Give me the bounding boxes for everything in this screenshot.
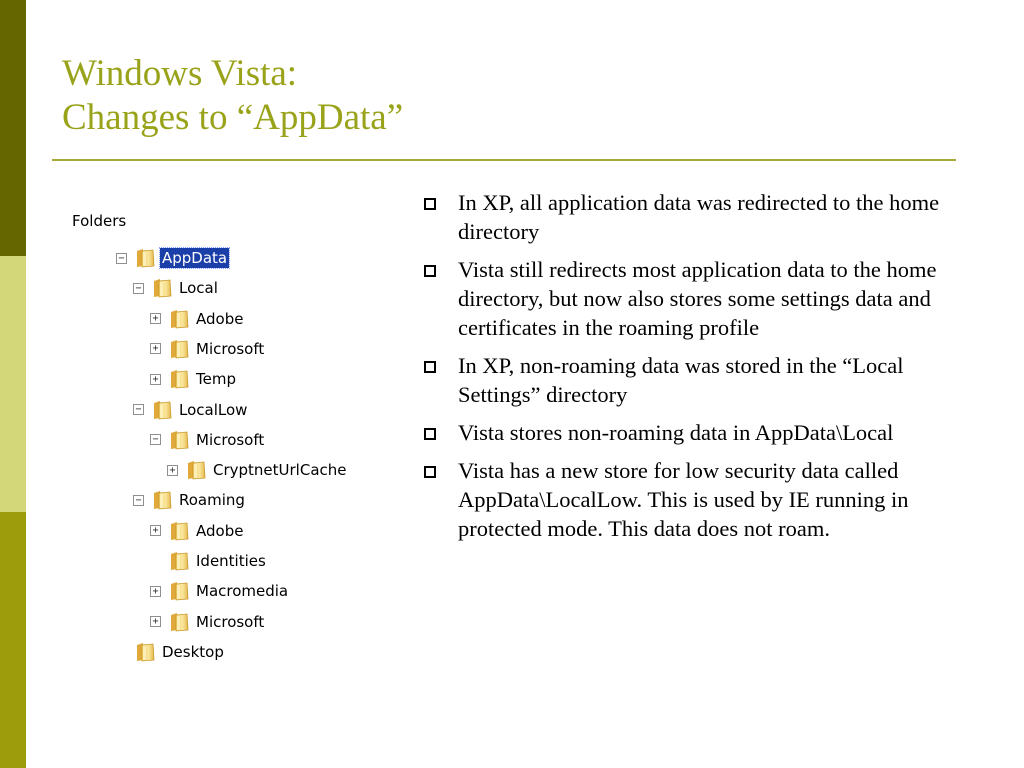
bullet-square-icon (424, 265, 436, 277)
title-divider (52, 159, 956, 161)
title-line-2: Changes to “AppData” (62, 97, 404, 138)
expand-icon[interactable]: + (150, 616, 161, 627)
bullet-item (422, 418, 967, 447)
tree-node[interactable] (150, 337, 266, 361)
tree-node-label: Microsoft (196, 339, 265, 358)
tree-node-label: Adobe (196, 309, 244, 328)
bullet-item (422, 456, 967, 543)
tree-node[interactable] (167, 458, 349, 482)
tree-node-label: CryptnetUrlCache (213, 461, 347, 480)
spacer (150, 556, 161, 567)
tree-node[interactable] (150, 579, 290, 603)
collapse-icon[interactable]: − (133, 283, 144, 294)
tree-node[interactable] (150, 367, 238, 391)
tree-node[interactable] (150, 610, 266, 634)
folder-tree (64, 204, 384, 684)
expand-icon[interactable]: + (150, 525, 161, 536)
tree-node[interactable] (116, 640, 226, 664)
folder-icon (133, 642, 155, 662)
tree-node-label: Microsoft (196, 430, 265, 449)
collapse-icon[interactable]: − (116, 253, 127, 264)
sidebar-stripe-middle (0, 256, 26, 512)
folder-icon (167, 339, 189, 359)
bullet-square-icon (424, 361, 436, 373)
bullet-square-icon (424, 466, 436, 478)
tree-node-label: Adobe (196, 521, 244, 540)
folder-icon (150, 400, 172, 420)
tree-node[interactable] (133, 398, 249, 422)
bullet-text: In XP, all application data was redirected to the home directory (458, 190, 940, 244)
sidebar-stripe-top (0, 0, 26, 256)
folder-icon (167, 309, 189, 329)
tree-node-label: AppData (162, 249, 228, 267)
expand-icon[interactable]: + (150, 313, 161, 324)
tree-node[interactable] (150, 307, 245, 331)
collapse-icon[interactable]: − (133, 404, 144, 415)
spacer (116, 646, 127, 657)
title-line-1: Windows Vista: (62, 53, 298, 94)
tree-node[interactable] (133, 488, 247, 512)
tree-node[interactable] (150, 549, 268, 573)
bullet-text: Vista still redirects most application data to the home directory, but now also stores some settings data and certificates in the roaming profile (458, 257, 937, 340)
collapse-icon[interactable]: − (133, 495, 144, 506)
folder-icon (167, 581, 189, 601)
folder-icon (167, 430, 189, 450)
tree-node-label: Microsoft (196, 612, 265, 631)
tree-node-label: Macromedia (196, 582, 289, 601)
bullet-square-icon (424, 198, 436, 210)
tree-node-label: LocalLow (179, 400, 248, 419)
bullet-text: Vista has a new store for low security data called AppData\LocalLow. This is used by IE running in protected mode. This data does not roam. (458, 458, 909, 541)
folders-header: Folders (72, 212, 127, 230)
tree-node-label: Local (179, 279, 218, 298)
tree-node[interactable] (150, 519, 245, 543)
bullet-text: Vista stores non-roaming data in AppData\Local (458, 420, 894, 445)
bullet-item (422, 351, 967, 409)
tree-node-label: Desktop (162, 642, 224, 661)
folder-icon (167, 612, 189, 632)
slide-title (62, 52, 403, 140)
bullet-item (422, 255, 967, 342)
bullet-text: In XP, non-roaming data was stored in the “Local Settings” directory (458, 353, 904, 407)
tree-node-label: Temp (196, 370, 236, 389)
tree-node-label: Roaming (179, 491, 245, 510)
bullet-list (422, 188, 967, 552)
folder-icon (184, 460, 206, 480)
folder-icon (150, 490, 172, 510)
folder-icon (133, 248, 155, 268)
tree-node[interactable] (133, 276, 220, 300)
collapse-icon[interactable]: − (150, 434, 161, 445)
tree-node[interactable] (116, 246, 229, 270)
sidebar-stripe-bottom (0, 512, 26, 768)
bullet-square-icon (424, 428, 436, 440)
folder-icon (167, 521, 189, 541)
folder-icon (167, 551, 189, 571)
expand-icon[interactable]: + (150, 374, 161, 385)
folder-icon (167, 369, 189, 389)
expand-icon[interactable]: + (150, 343, 161, 354)
tree-node-label: Identities (196, 552, 266, 570)
expand-icon[interactable]: + (167, 465, 178, 476)
tree-node[interactable] (150, 428, 266, 452)
bullet-item (422, 188, 967, 246)
folder-icon (150, 278, 172, 298)
expand-icon[interactable]: + (150, 586, 161, 597)
